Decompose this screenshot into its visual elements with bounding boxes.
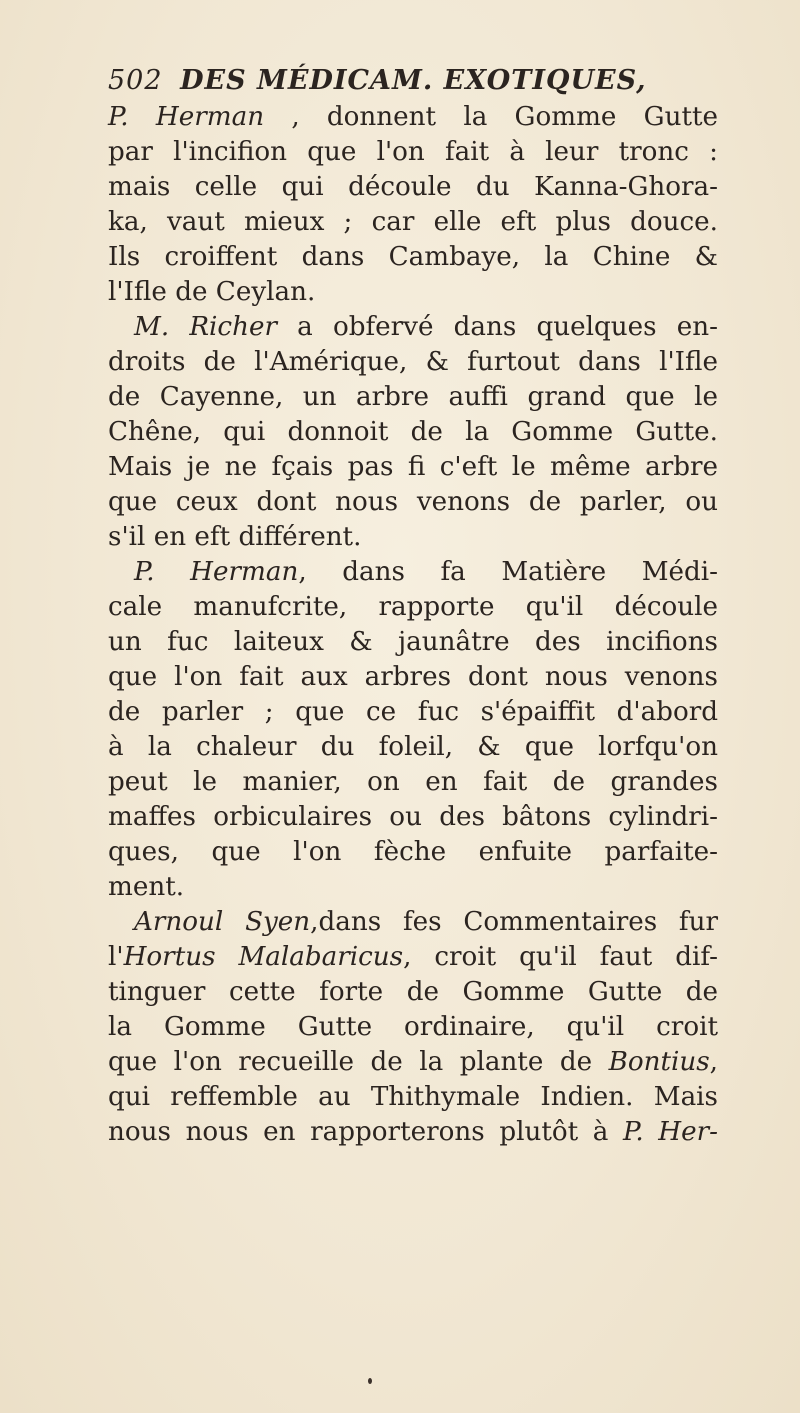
text-segment: Ils croiffent dans Cambaye, la Chine & <box>108 242 718 272</box>
text-segment: nous nous en rapporterons plutôt à <box>108 1117 624 1147</box>
text-line <box>108 835 718 870</box>
text-segment: , dans fa Matière Médi- <box>298 557 719 587</box>
text-segment: Mais je ne fçais pas fi c'eft le même arbre <box>108 452 718 482</box>
text-segment: ques, que l'on fèche enfuite parfaite- <box>108 837 718 867</box>
italic-text: P. Her- <box>623 1117 718 1147</box>
text-segment: ka, vaut mieux ; car elle eft plus douce. <box>108 207 718 237</box>
text-line <box>108 1115 718 1150</box>
text-line <box>108 1080 718 1115</box>
text-line <box>108 975 718 1010</box>
text-segment: que l'on fait aux arbres dont nous venons <box>108 662 718 692</box>
text-line <box>108 1010 718 1045</box>
text-line <box>108 170 718 205</box>
running-title: DES MÉDICAM. EXOTIQUES, <box>180 65 647 96</box>
italic-text: M. Richer <box>134 312 277 342</box>
text-segment: ,dans fes Commentaires fur <box>310 907 718 937</box>
text-segment: de parler ; que ce fuc s'épaiffit d'abord <box>108 697 718 727</box>
text-line <box>108 450 718 485</box>
text-line <box>108 730 718 765</box>
text-line <box>108 800 718 835</box>
text-segment: s'il en eft différent. <box>108 522 362 552</box>
text-line <box>108 555 718 590</box>
text-line <box>108 590 718 625</box>
text-segment: , croit qu'il faut dif- <box>403 942 718 972</box>
running-header <box>108 62 718 100</box>
text-segment: l'Ifle de Ceylan. <box>108 277 316 307</box>
page-number: 502 <box>108 65 163 96</box>
text-segment: droits de l'Amérique, & furtout dans l'Ifle <box>108 347 718 377</box>
text-segment: ment. <box>108 872 185 902</box>
italic-text: P. Herman <box>108 102 265 132</box>
text-line <box>108 345 718 380</box>
text-line <box>108 1045 718 1080</box>
text-segment: tinguer cette forte de Gomme Gutte de <box>108 977 718 1007</box>
text-segment: maffes orbiculaires ou des bâtons cylindri- <box>108 802 718 832</box>
text-line <box>108 275 718 310</box>
text-segment: , <box>709 1047 718 1077</box>
text-line <box>108 415 718 450</box>
body-text <box>108 100 718 1150</box>
text-line <box>108 905 718 940</box>
text-line <box>108 380 718 415</box>
text-segment: peut le manier, on en fait de grandes <box>108 767 718 797</box>
italic-text: Bontius <box>608 1047 710 1077</box>
text-segment: cale manufcrite, rapporte qu'il découle <box>108 592 718 622</box>
text-segment: un fuc laiteux & jaunâtre des incifions <box>108 627 718 657</box>
text-line <box>108 870 718 905</box>
text-line <box>108 205 718 240</box>
text-line <box>108 660 718 695</box>
text-line <box>108 765 718 800</box>
text-segment: l' <box>108 942 124 972</box>
text-line <box>108 520 718 555</box>
text-line <box>108 135 718 170</box>
text-segment: , donnent la Gomme Gutte <box>264 102 718 132</box>
text-segment: de Cayenne, un arbre auffi grand que le <box>108 382 718 412</box>
text-segment: la Gomme Gutte ordinaire, qu'il croit <box>108 1012 718 1042</box>
text-line <box>108 240 718 275</box>
text-segment: mais celle qui découle du Kanna-Ghora- <box>108 172 718 202</box>
text-segment: par l'incifion que l'on fait à leur tronc : <box>108 137 718 167</box>
book-page <box>108 62 718 1150</box>
text-segment: que ceux dont nous venons de parler, ou <box>108 487 718 517</box>
text-line <box>108 625 718 660</box>
ink-speck <box>368 1378 372 1384</box>
italic-text: Arnoul Syen <box>134 907 311 937</box>
text-segment: a obfervé dans quelques en- <box>276 312 718 342</box>
text-line <box>108 485 718 520</box>
text-line <box>108 100 718 135</box>
text-segment: à la chaleur du foleil, & que lorfqu'on <box>108 732 718 762</box>
italic-text: P. Herman <box>134 557 299 587</box>
text-line <box>108 695 718 730</box>
text-line <box>108 940 718 975</box>
italic-text: Hortus Malabaricus <box>123 942 404 972</box>
text-line <box>108 310 718 345</box>
text-segment: que l'on recueille de la plante de <box>108 1047 609 1077</box>
text-segment: Chêne, qui donnoit de la Gomme Gutte. <box>108 417 718 447</box>
text-segment: qui reffemble au Thithymale Indien. Mais <box>108 1082 718 1112</box>
